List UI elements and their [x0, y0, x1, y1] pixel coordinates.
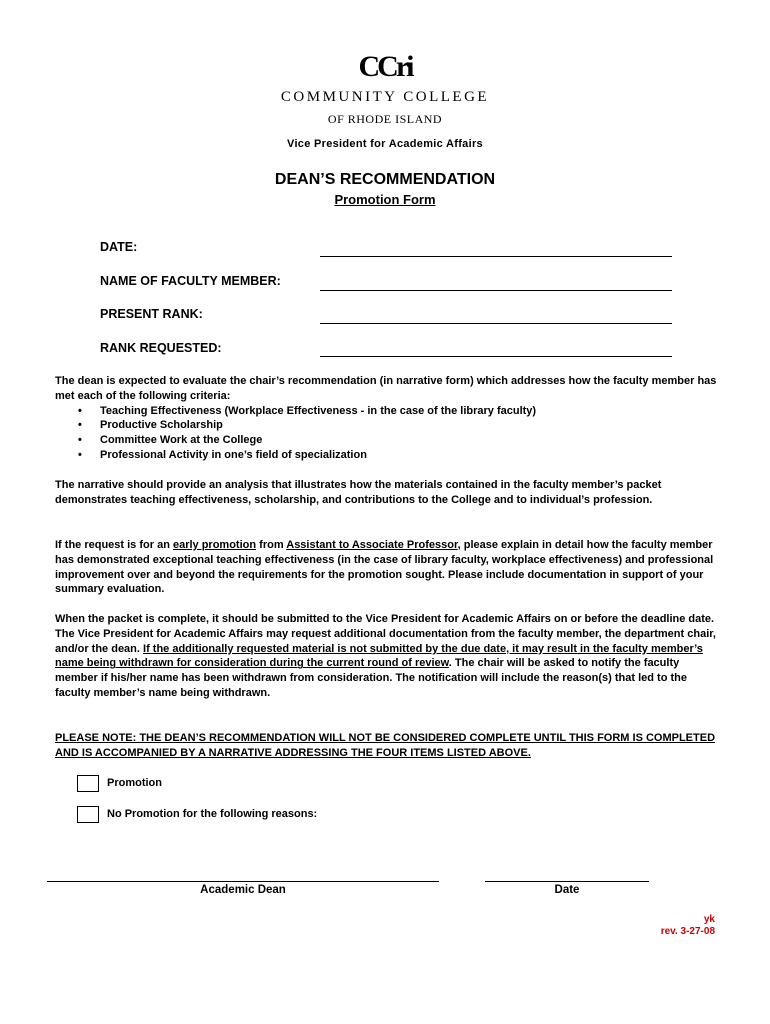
logo-text: CCri — [358, 50, 412, 83]
revision-note — [661, 914, 715, 938]
packet-paragraph — [55, 612, 720, 701]
present-rank-label: PRESENT RANK: — [100, 307, 203, 321]
revision-date: rev. 3-27-08 — [660, 926, 715, 937]
please-note-paragraph — [55, 731, 720, 761]
list-item: • Professional Activity in one’s field of specialization — [100, 448, 720, 463]
faculty-name-label: NAME OF FACULTY MEMBER: — [100, 274, 281, 288]
intro-text: The dean is expected to evaluate the chair’s recommendation (in narrative form) which addresses how the faculty member has met each of the following criteria: — [55, 375, 717, 402]
packet-underlined-text: If the additionally requested material is not submitted by the due date, it may result in the faculty member’s name being withdrawn for consideration during the current round of review — [55, 642, 703, 670]
dean-signature-label: Academic Dean — [200, 884, 286, 896]
date-signature-label: Date — [554, 884, 580, 896]
early-promotion-term: early promotion — [172, 539, 257, 551]
present-rank-field[interactable] — [320, 323, 672, 324]
faculty-name-field[interactable] — [320, 290, 672, 291]
early-text-2: from — [256, 539, 287, 551]
college-name: COMMUNITY COLLEGE — [280, 89, 490, 105]
ccri-logo-icon — [345, 44, 425, 84]
intro-paragraph — [55, 374, 720, 463]
office-name: Vice President for Academic Affairs — [287, 138, 483, 150]
early-text-3: , please explain in detail how the faculty member has demonstrated exceptional teaching effectiveness (in the case of library faculty, workplace effectiveness) and professional improvement over and beyond the requirements for the promotion sought. Please include documentation in support of your summary evaluation. — [55, 539, 714, 596]
list-item: • Productive Scholarship — [100, 418, 720, 433]
early-text-1: If the request is for an — [55, 539, 173, 551]
packet-text-2: . The chair will be asked to notify the faculty member if his/her name has been withdrawn from consideration. The notification will include the reason(s) that led to the faculty member’s name being withdrawn. — [55, 657, 687, 699]
early-promotion-paragraph — [55, 538, 720, 597]
no-promotion-checkbox[interactable] — [77, 806, 99, 823]
list-item: • Committee Work at the College — [100, 433, 720, 448]
narrative-paragraph: The narrative should provide an analysis that illustrates how the materials contained in the faculty member’s packet demonstrates teaching effectiveness, scholarship, and contributions to the College and to individual’s profession. — [55, 479, 662, 506]
criteria-list — [55, 404, 720, 463]
no-promotion-label: No Promotion for the following reasons: — [107, 808, 318, 820]
promotion-checkbox[interactable] — [77, 775, 99, 792]
please-note-text: PLEASE NOTE: THE DEAN’S RECOMMENDATION WILL NOT BE CONSIDERED COMPLETE UNTIL THIS FORM IS COMPLETED AND IS ACCOMPANIED BY A NARRATIVE ADDRESSING THE FOUR ITEMS LISTED ABOVE. — [55, 732, 716, 759]
rank-requested-label: RANK REQUESTED: — [100, 341, 222, 355]
college-logo — [0, 44, 770, 84]
date-label: DATE: — [100, 240, 138, 254]
promotion-label: Promotion — [107, 777, 162, 789]
packet-text-1: When the packet is complete, it should be submitted to the Vice President for Academic Affairs on or before the deadline date. The Vice President for Academic Affairs may request additional documentation from the faculty member, the department chair, and/or the dean. — [55, 613, 716, 655]
college-subtitle: OF RHODE ISLAND — [327, 112, 443, 126]
date-signature-line[interactable] — [485, 881, 649, 882]
form-subtitle: Promotion Form — [334, 192, 436, 207]
revision-initials: yk — [703, 914, 715, 925]
date-field[interactable] — [320, 256, 672, 257]
rank-requested-field[interactable] — [320, 356, 672, 357]
form-title: DEAN’S RECOMMENDATION — [274, 171, 496, 188]
list-item: • Teaching Effectiveness (Workplace Effectiveness - in the case of the library faculty) — [100, 404, 720, 419]
rank-term: Assistant to Associate Professor — [286, 539, 458, 551]
dean-signature-line[interactable] — [47, 881, 439, 882]
